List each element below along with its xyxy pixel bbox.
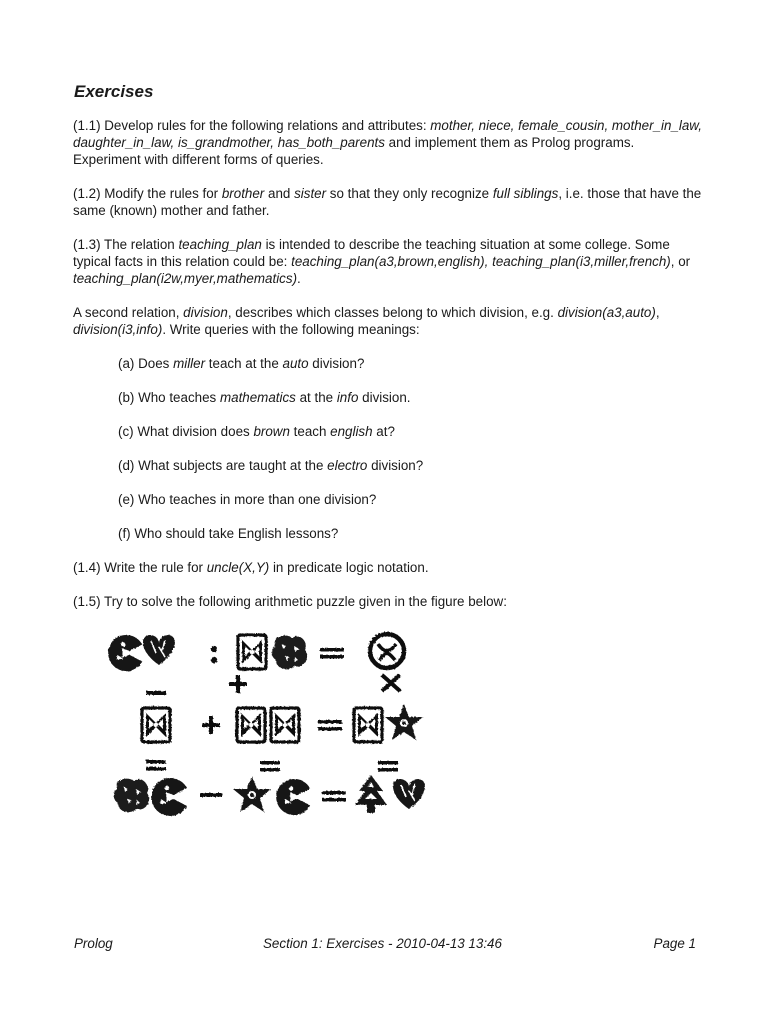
row3-blob-symbol [114, 779, 149, 812]
ex14-w: uncle(X,Y) [206, 560, 270, 575]
row1-blob-symbol [272, 636, 307, 669]
row3-heart-symbol [393, 779, 425, 809]
ex12-full: full siblings [492, 186, 559, 201]
row2-bowtie-symbol [142, 708, 170, 742]
footer-page-number: Page 1 [653, 936, 696, 951]
tree-symbol [355, 775, 387, 813]
row3-pacman-symbol-b [276, 779, 310, 815]
qd-w1: electro [327, 458, 368, 473]
row2-bowtie-symbol-c [354, 708, 382, 742]
query-f: (f) Who should take English lessons? [118, 526, 339, 541]
row3-pacman-symbol [151, 778, 187, 816]
minus-symbol [200, 793, 222, 797]
equals-symbol [146, 760, 166, 771]
ex13-fact-3: teaching_plan(i2w,myer,mathematics) [73, 271, 298, 286]
query-b [118, 389, 703, 406]
query-c [118, 423, 703, 440]
row1-bowtie-symbol [238, 635, 266, 669]
qb-b: at the [295, 390, 337, 405]
qd-a: (d) What subjects are taught at the [118, 458, 328, 473]
ex13-fact-2: teaching_plan(i3,miller,french) [492, 254, 671, 269]
qa-w2: auto [282, 356, 309, 371]
document-body [73, 117, 703, 627]
ex13-sep: , or [670, 254, 691, 269]
exercise-1-1 [73, 117, 703, 168]
qb-w2: info [336, 390, 359, 405]
row2-star-symbol [385, 704, 423, 740]
ex13-rel: teaching_plan [178, 237, 262, 252]
div-a: A second relation, [73, 305, 184, 320]
div-example-1: division(a3,auto) [557, 305, 656, 320]
equals-symbol [322, 791, 346, 802]
row2-bowtie-symbol-b [271, 708, 299, 742]
ex12-a: (1.2) Modify the rules for [73, 186, 222, 201]
qc-w1: brown [253, 424, 290, 439]
query-list [118, 355, 703, 542]
exercise-1-4 [73, 559, 703, 576]
plus-symbol [229, 675, 247, 693]
qa-a: (a) Does [118, 356, 174, 371]
exercise-1-2 [73, 185, 703, 219]
qb-w1: mathematics [219, 390, 296, 405]
equals-symbol [320, 648, 344, 659]
query-d [118, 457, 703, 474]
exercise-1-3 [73, 236, 703, 287]
picture-puzzle-figure [104, 625, 456, 827]
qc-b: teach [289, 424, 331, 439]
times-symbol [382, 675, 400, 691]
ex12-c: , i.e. those that have the same (known) mother and father. [73, 186, 702, 218]
ex13-b: is intended to describe the teaching situation at some college. Some typical facts in this relation could be: [73, 237, 670, 269]
qb-a: (b) Who teaches [118, 390, 220, 405]
qa-w1: miller [173, 356, 206, 371]
qd-c: division? [367, 458, 424, 473]
ex14-a: (1.4) Write the rule for [73, 560, 207, 575]
ex13-a: (1.3) The relation [73, 237, 179, 252]
equals-symbol [378, 761, 398, 772]
ex12-and: and [264, 186, 295, 201]
div-rel: division [183, 305, 228, 320]
qa-c: division? [308, 356, 365, 371]
minus-symbol [146, 691, 166, 695]
row3-star-symbol [233, 776, 271, 812]
ex12-sister: sister [294, 186, 327, 201]
div-sep: , [655, 305, 660, 320]
qc-c: at? [372, 424, 395, 439]
query-a [118, 355, 703, 372]
ex14-b: in predicate logic notation. [269, 560, 429, 575]
ex11-prefix: (1.1) Develop rules for the following relations and attributes: [73, 118, 431, 133]
ex13-end: . [297, 271, 301, 286]
divide-symbol [211, 646, 217, 663]
pretzel-symbol [370, 634, 404, 668]
ex13-fact-1: teaching_plan(a3,brown,english), [291, 254, 489, 269]
div-c: . Write queries with the following meanings: [162, 322, 420, 337]
query-e: (e) Who teaches in more than one division? [118, 492, 377, 507]
ex11-suffix: and implement them as Prolog programs. Experiment with different forms of queries. [73, 135, 635, 167]
qb-c: division. [358, 390, 411, 405]
ex12-b: so that they only recognize [326, 186, 493, 201]
div-b: , describes which classes belong to which division, e.g. [227, 305, 558, 320]
page-title: Exercises [74, 82, 154, 101]
equals-symbol [318, 720, 342, 731]
div-example-2: division(i3,info) [73, 322, 163, 337]
page-footer [74, 936, 696, 954]
row1-heart-symbol [143, 635, 175, 665]
row2-bowtie-symbol-a [237, 708, 265, 742]
row1-cat-pacman-heart-symbol [108, 635, 142, 671]
plus-symbol [202, 716, 220, 734]
qc-a: (c) What division does [118, 424, 254, 439]
footer-center: Section 1: Exercises - 2010-04-13 13:46 [263, 936, 502, 951]
qa-b: teach at the [205, 356, 283, 371]
footer-left: Prolog [74, 936, 113, 951]
ex11-terms: mother, niece, female_cousin, mother_in_law, daughter_in_law, is_grandmother, has_both_parents [73, 118, 702, 150]
ex12-brother: brother [221, 186, 265, 201]
division-paragraph [73, 304, 703, 338]
equals-symbol [260, 761, 280, 772]
qc-w2: english [330, 424, 373, 439]
exercise-1-5: (1.5) Try to solve the following arithmetic puzzle given in the figure below: [73, 594, 507, 609]
